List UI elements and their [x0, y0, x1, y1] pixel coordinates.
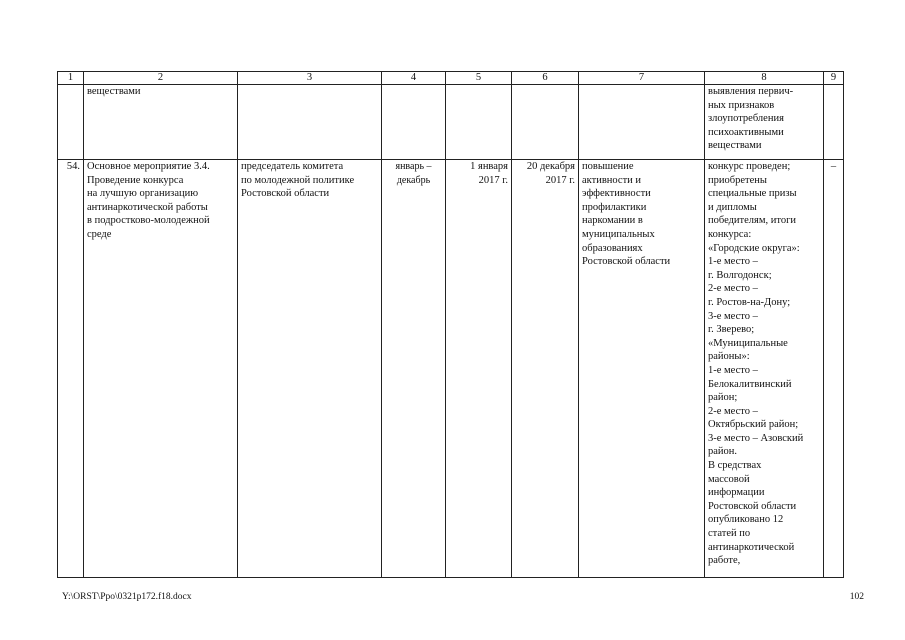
- header-col-4: 4: [382, 72, 446, 85]
- row-number: 54.: [58, 160, 84, 578]
- event-line: в подростково-молодежной: [87, 215, 210, 227]
- result-line: Ростовской области: [582, 256, 671, 268]
- header-col-2: 2: [84, 72, 238, 85]
- cont-actual-line: психоактивными: [708, 126, 784, 138]
- end-date-cell: [512, 160, 579, 578]
- event-cell: [84, 160, 238, 578]
- report-table: [57, 71, 844, 578]
- cont-start-cell: [446, 85, 512, 160]
- actual-line: 3-е место –: [708, 310, 758, 322]
- file-path: Y:\ORST\Ppo\0321p172.f18.docx: [62, 592, 192, 602]
- cont-actual-line: злоупотребления: [708, 113, 784, 125]
- result-line: наркомании в: [582, 215, 643, 227]
- cont-actual-cell: [705, 85, 824, 160]
- row-54: [58, 160, 844, 578]
- actual-line: массовой: [708, 473, 750, 485]
- responsible-line: председатель комитета: [241, 161, 344, 172]
- result-line: образованиях: [582, 242, 643, 254]
- result-line: муниципальных: [582, 228, 655, 240]
- actual-line: специальные призы: [708, 188, 797, 200]
- cont-actual-line: выявления первич-: [708, 86, 794, 97]
- col9-cell: –: [824, 160, 844, 578]
- cont-result-cell: [579, 85, 705, 160]
- result-line: повышение: [582, 161, 634, 172]
- actual-line: антинаркотической: [708, 541, 795, 553]
- actual-line: статей по: [708, 528, 751, 540]
- header-col-5: 5: [446, 72, 512, 85]
- actual-line: Октябрьский район;: [708, 419, 799, 431]
- start-date-line: 2017 г.: [478, 174, 508, 186]
- actual-line: «Городские округа»:: [708, 242, 800, 254]
- actual-line: победителям, итоги: [708, 215, 797, 227]
- page-number: 102: [849, 592, 864, 602]
- event-line: антинаркотической работы: [87, 201, 208, 213]
- actual-line: работе,: [708, 555, 741, 567]
- expected-result-cell: [579, 160, 705, 578]
- actual-line: район.: [708, 446, 738, 458]
- actual-line: приобретены: [708, 174, 767, 186]
- actual-line: 3-е место – Азовский: [708, 432, 804, 444]
- responsible-line: Ростовской области: [241, 188, 330, 200]
- actual-line: 1-е место –: [708, 256, 758, 268]
- actual-result-cell: [705, 160, 824, 578]
- header-col-8: 8: [705, 72, 824, 85]
- event-line: среде: [87, 228, 112, 240]
- start-date-line: 1 января: [470, 161, 508, 172]
- continuation-row: [58, 85, 844, 160]
- period-line: декабрь: [396, 174, 431, 186]
- actual-line: информации: [708, 487, 765, 499]
- responsible-cell: [238, 160, 382, 578]
- event-line: на лучшую организацию: [87, 188, 199, 200]
- header-col-6: 6: [512, 72, 579, 85]
- actual-line: 1-е место –: [708, 364, 758, 376]
- actual-line: опубликовано 12: [708, 514, 784, 526]
- event-line: Проведение конкурса: [87, 174, 184, 186]
- actual-line: районы»:: [708, 351, 750, 363]
- result-line: активности и: [582, 174, 642, 186]
- actual-line: 2-е место –: [708, 405, 758, 417]
- start-date-cell: [446, 160, 512, 578]
- actual-line: г. Волгодонск;: [708, 269, 772, 281]
- actual-line: Белокалитвинский: [708, 378, 792, 390]
- event-line: Основное мероприятие 3.4.: [87, 161, 210, 172]
- cont-end-cell: [512, 85, 579, 160]
- cont-actual-line: ных признаков: [708, 99, 775, 111]
- actual-line: район;: [708, 392, 738, 404]
- cont-event-cell: веществами: [84, 85, 238, 160]
- header-row: [58, 72, 844, 85]
- end-date-line: 20 декабря: [526, 161, 575, 172]
- cont-responsible-cell: [238, 85, 382, 160]
- cont-period-cell: [382, 85, 446, 160]
- responsible-line: по молодежной политике: [241, 174, 355, 186]
- result-line: эффективности: [582, 188, 651, 200]
- cont-num-cell: [58, 85, 84, 160]
- actual-line: конкурса:: [708, 228, 752, 240]
- actual-line: «Муниципальные: [708, 337, 788, 349]
- period-cell: [382, 160, 446, 578]
- header-col-3: 3: [238, 72, 382, 85]
- actual-line: г. Зверево;: [708, 324, 755, 336]
- cont-col9-cell: [824, 85, 844, 160]
- actual-line: конкурс проведен;: [708, 161, 791, 172]
- period-line: январь –: [395, 161, 432, 172]
- actual-line: г. Ростов-на-Дону;: [708, 296, 791, 308]
- actual-line: Ростовской области: [708, 500, 797, 512]
- actual-line: и дипломы: [708, 201, 757, 213]
- end-date-line: 2017 г.: [545, 174, 575, 186]
- cont-actual-line: веществами: [708, 140, 762, 152]
- actual-line: 2-е место –: [708, 283, 758, 295]
- actual-line: В средствах: [708, 460, 762, 472]
- header-col-1: 1: [58, 72, 84, 85]
- result-line: профилактики: [582, 201, 647, 213]
- header-col-9: 9: [824, 72, 844, 85]
- header-col-7: 7: [579, 72, 705, 85]
